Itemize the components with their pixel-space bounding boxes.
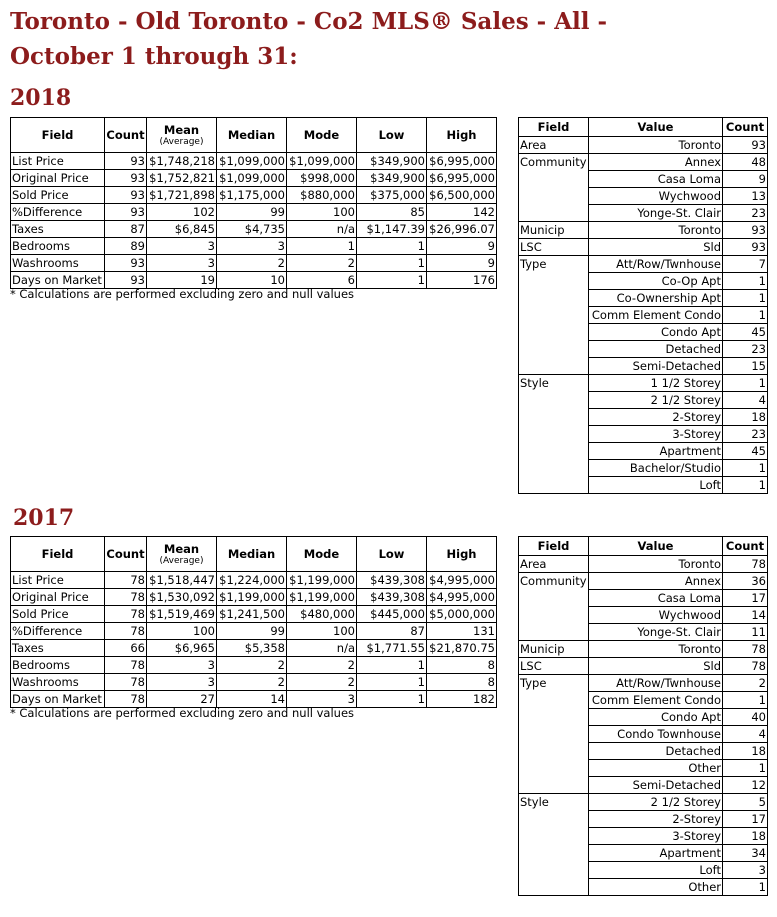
stats-cell-low: 1: [357, 691, 427, 708]
stats-cell-high: $6,995,000: [427, 170, 497, 187]
stats-cell-count: 93: [105, 170, 147, 187]
group-value: Co-Ownership Apt: [589, 290, 723, 307]
stats-cell-mean: $1,518,447: [147, 572, 217, 589]
col-header-mode-label: Mode: [303, 128, 340, 142]
stats-cell-mean: $1,530,092: [147, 589, 217, 606]
stats-cell-count: 78: [105, 691, 147, 708]
stats-cell-high: 176: [427, 272, 497, 289]
group-value: Comm Element Condo: [589, 307, 723, 324]
stats-cell-low: $439,308: [357, 572, 427, 589]
group-value: Wychwood: [589, 607, 723, 624]
group-value: Apartment: [589, 443, 723, 460]
stats-cell-field: Sold Price: [11, 187, 105, 204]
stats-row: [11, 589, 497, 606]
group-value: Sld: [589, 239, 723, 256]
group-count: 14: [723, 607, 768, 624]
col-header-mean-label: Mean: [163, 542, 200, 556]
stats-cell-low: $375,000: [357, 187, 427, 204]
stats-table-2017: [10, 536, 497, 708]
stats-row: [11, 272, 497, 289]
stats-cell-mode: $1,199,000: [287, 572, 357, 589]
col-header-low: [357, 537, 427, 572]
report-title-line2: October 1 through 31:: [10, 43, 298, 70]
stats-cell-median: $1,224,000: [217, 572, 287, 589]
stats-cell-low: 1: [357, 238, 427, 255]
col-header-mode: [287, 118, 357, 153]
col-header-mean: [147, 118, 217, 153]
col-header-mean-sub: (Average): [159, 556, 204, 566]
values-row: [519, 154, 768, 171]
col-header-high-label: High: [446, 128, 477, 142]
stats-cell-low: 1: [357, 657, 427, 674]
stats-row: [11, 170, 497, 187]
values-header-field: Field: [519, 537, 589, 556]
group-count: 1: [723, 460, 768, 477]
group-count: 1: [723, 290, 768, 307]
group-value: Condo Apt: [589, 324, 723, 341]
values-header-value: Value: [589, 118, 723, 137]
stats-row: [11, 606, 497, 623]
stats-cell-count: 78: [105, 657, 147, 674]
group-count: 1: [723, 879, 768, 896]
col-header-median: [217, 537, 287, 572]
group-field-label: Community: [519, 573, 589, 641]
stats-cell-field: Bedrooms: [11, 238, 105, 255]
stats-cell-count: 78: [105, 589, 147, 606]
group-value: Wychwood: [589, 188, 723, 205]
stats-cell-low: 1: [357, 272, 427, 289]
stats-cell-high: $6,995,000: [427, 153, 497, 170]
col-header-median-label: Median: [227, 128, 276, 142]
group-value: Apartment: [589, 845, 723, 862]
group-count: 18: [723, 409, 768, 426]
group-count: 1: [723, 273, 768, 290]
stats-cell-low: 87: [357, 623, 427, 640]
stats-row: [11, 674, 497, 691]
stats-cell-median: $1,241,500: [217, 606, 287, 623]
stats-cell-mode: $998,000: [287, 170, 357, 187]
stats-cell-high: $26,996.07: [427, 221, 497, 238]
stats-cell-count: 78: [105, 623, 147, 640]
group-field-label: Community: [519, 154, 589, 222]
group-count: 1: [723, 760, 768, 777]
stats-row: [11, 640, 497, 657]
stats-cell-high: $6,500,000: [427, 187, 497, 204]
stats-cell-mean: 27: [147, 691, 217, 708]
group-value: Toronto: [589, 641, 723, 658]
group-value: Annex: [589, 154, 723, 171]
group-value: Co-Op Apt: [589, 273, 723, 290]
group-count: 34: [723, 845, 768, 862]
stats-cell-median: $1,199,000: [217, 589, 287, 606]
stats-cell-mean: 3: [147, 238, 217, 255]
group-value: Toronto: [589, 222, 723, 239]
stats-cell-count: 93: [105, 153, 147, 170]
stats-cell-high: 8: [427, 657, 497, 674]
group-field-label: Municip: [519, 222, 589, 239]
col-header-low: [357, 118, 427, 153]
values-row: [519, 641, 768, 658]
group-value: Detached: [589, 743, 723, 760]
group-count: 3: [723, 862, 768, 879]
col-header-field: [11, 537, 105, 572]
stats-cell-mean: 102: [147, 204, 217, 221]
stats-cell-field: Days on Market: [11, 691, 105, 708]
stats-cell-field: Original Price: [11, 170, 105, 187]
group-value: Other: [589, 879, 723, 896]
stats-cell-low: $445,000: [357, 606, 427, 623]
stats-row: [11, 623, 497, 640]
group-count: 1: [723, 307, 768, 324]
group-count: 12: [723, 777, 768, 794]
group-count: 36: [723, 573, 768, 590]
stats-header-row: [11, 537, 497, 572]
stats-cell-mode: 2: [287, 674, 357, 691]
group-value: 1 1/2 Storey: [589, 375, 723, 392]
stats-cell-mode: 2: [287, 657, 357, 674]
values-row: [519, 675, 768, 692]
group-value: 3-Storey: [589, 426, 723, 443]
group-value: 2-Storey: [589, 811, 723, 828]
group-field-label: LSC: [519, 239, 589, 256]
stats-cell-low: 1: [357, 255, 427, 272]
group-value: 2-Storey: [589, 409, 723, 426]
col-header-count: [105, 537, 147, 572]
group-value: Toronto: [589, 556, 723, 573]
report-title: [10, 4, 607, 74]
year-heading-2018: 2018: [10, 85, 72, 111]
col-header-median-label: Median: [227, 547, 276, 561]
group-field-label: Style: [519, 375, 589, 494]
group-value: Loft: [589, 477, 723, 494]
stats-cell-mean: $6,845: [147, 221, 217, 238]
stats-row: [11, 153, 497, 170]
group-count: 78: [723, 658, 768, 675]
group-count: 1: [723, 692, 768, 709]
group-count: 23: [723, 341, 768, 358]
stats-cell-median: $4,735: [217, 221, 287, 238]
stats-cell-mode: n/a: [287, 221, 357, 238]
stats-cell-mode: 100: [287, 204, 357, 221]
col-header-field: [11, 118, 105, 153]
group-count: 78: [723, 556, 768, 573]
stats-cell-median: 2: [217, 657, 287, 674]
stats-cell-mean: $1,519,469: [147, 606, 217, 623]
stats-cell-count: 93: [105, 187, 147, 204]
stats-cell-field: Washrooms: [11, 255, 105, 272]
group-field-label: Area: [519, 137, 589, 154]
group-count: 9: [723, 171, 768, 188]
stats-cell-low: $1,147.39: [357, 221, 427, 238]
stats-cell-count: 78: [105, 606, 147, 623]
group-field-label: LSC: [519, 658, 589, 675]
field-value-table-2018: [518, 117, 768, 494]
group-value: Att/Row/Twnhouse: [589, 675, 723, 692]
group-count: 40: [723, 709, 768, 726]
group-value: Detached: [589, 341, 723, 358]
group-field-label: Type: [519, 675, 589, 794]
values-header-count: Count: [723, 537, 768, 556]
stats-cell-median: $1,099,000: [217, 153, 287, 170]
group-value: 2 1/2 Storey: [589, 392, 723, 409]
stats-cell-mode: $1,099,000: [287, 153, 357, 170]
col-header-mode-label: Mode: [303, 547, 340, 561]
group-count: 18: [723, 743, 768, 760]
col-header-mode: [287, 537, 357, 572]
stats-cell-mode: 1: [287, 238, 357, 255]
stats-cell-count: 87: [105, 221, 147, 238]
stats-cell-median: 99: [217, 204, 287, 221]
stats-cell-median: 2: [217, 255, 287, 272]
stats-cell-mean: 100: [147, 623, 217, 640]
group-field-label: Style: [519, 794, 589, 896]
stats-row: [11, 255, 497, 272]
group-value: Bachelor/Studio: [589, 460, 723, 477]
col-header-count-label: Count: [106, 128, 145, 142]
col-header-low-label: Low: [378, 547, 405, 561]
stats-row: [11, 657, 497, 674]
values-row: [519, 658, 768, 675]
stats-cell-low: 1: [357, 674, 427, 691]
group-count: 45: [723, 324, 768, 341]
stats-cell-high: $4,995,000: [427, 572, 497, 589]
stats-cell-count: 66: [105, 640, 147, 657]
col-header-count: [105, 118, 147, 153]
stats-row: [11, 691, 497, 708]
group-value: Condo Townhouse: [589, 726, 723, 743]
stats-cell-mode: $880,000: [287, 187, 357, 204]
stats-row: [11, 572, 497, 589]
stats-cell-mode: 3: [287, 691, 357, 708]
year-heading-2017: 2017: [13, 505, 75, 531]
group-value: Other: [589, 760, 723, 777]
group-count: 93: [723, 137, 768, 154]
values-row: [519, 556, 768, 573]
group-count: 1: [723, 477, 768, 494]
stats-cell-high: $5,000,000: [427, 606, 497, 623]
stats-cell-mean: $1,752,821: [147, 170, 217, 187]
stats-row: [11, 238, 497, 255]
stats-cell-field: Days on Market: [11, 272, 105, 289]
stats-cell-median: 99: [217, 623, 287, 640]
stats-cell-field: %Difference: [11, 204, 105, 221]
stats-cell-median: $1,175,000: [217, 187, 287, 204]
stats-cell-low: $439,308: [357, 589, 427, 606]
stats-cell-low: $349,900: [357, 170, 427, 187]
group-value: Yonge-St. Clair: [589, 624, 723, 641]
stats-cell-median: 10: [217, 272, 287, 289]
values-header-row: [519, 118, 768, 137]
stats-cell-count: 78: [105, 674, 147, 691]
values-row: [519, 256, 768, 273]
col-header-field-label: Field: [41, 128, 74, 142]
group-count: 11: [723, 624, 768, 641]
stats-cell-field: Washrooms: [11, 674, 105, 691]
stats-cell-field: List Price: [11, 572, 105, 589]
group-field-label: Municip: [519, 641, 589, 658]
group-value: 2 1/2 Storey: [589, 794, 723, 811]
group-value: Comm Element Condo: [589, 692, 723, 709]
stats-cell-high: $21,870.75: [427, 640, 497, 657]
group-count: 17: [723, 590, 768, 607]
values-header-value: Value: [589, 537, 723, 556]
group-field-label: Area: [519, 556, 589, 573]
group-value: Att/Row/Twnhouse: [589, 256, 723, 273]
values-header-field: Field: [519, 118, 589, 137]
stats-cell-mean: $6,965: [147, 640, 217, 657]
group-count: 23: [723, 426, 768, 443]
stats-table-2018: [10, 117, 497, 289]
stats-header-row: [11, 118, 497, 153]
group-count: 2: [723, 675, 768, 692]
stats-cell-mode: $1,199,000: [287, 589, 357, 606]
group-count: 1: [723, 375, 768, 392]
stats-cell-mode: $480,000: [287, 606, 357, 623]
calc-note-2017: * Calculations are performed excluding zero and null values: [10, 706, 355, 720]
group-count: 5: [723, 794, 768, 811]
values-header-row: [519, 537, 768, 556]
group-value: Casa Loma: [589, 171, 723, 188]
col-header-mean-label: Mean: [163, 123, 200, 137]
stats-cell-low: 85: [357, 204, 427, 221]
stats-cell-mean: $1,721,898: [147, 187, 217, 204]
group-count: 48: [723, 154, 768, 171]
stats-cell-high: 182: [427, 691, 497, 708]
stats-cell-field: Sold Price: [11, 606, 105, 623]
stats-cell-median: $1,099,000: [217, 170, 287, 187]
group-value: Yonge-St. Clair: [589, 205, 723, 222]
group-count: 45: [723, 443, 768, 460]
stats-cell-mean: 3: [147, 657, 217, 674]
values-row: [519, 137, 768, 154]
values-header-count: Count: [723, 118, 768, 137]
stats-cell-mode: 2: [287, 255, 357, 272]
group-count: 13: [723, 188, 768, 205]
stats-cell-field: Taxes: [11, 221, 105, 238]
values-row: [519, 375, 768, 392]
report-title-line1: Toronto - Old Toronto - Co2 MLS® Sales - All -: [10, 8, 608, 35]
stats-cell-high: $4,995,000: [427, 589, 497, 606]
stats-cell-count: 89: [105, 238, 147, 255]
col-header-count-label: Count: [106, 547, 145, 561]
stats-cell-field: %Difference: [11, 623, 105, 640]
group-count: 18: [723, 828, 768, 845]
group-count: 93: [723, 239, 768, 256]
stats-cell-field: Original Price: [11, 589, 105, 606]
stats-cell-mode: n/a: [287, 640, 357, 657]
stats-cell-mean: 19: [147, 272, 217, 289]
group-count: 4: [723, 726, 768, 743]
group-value: Toronto: [589, 137, 723, 154]
stats-cell-mode: 6: [287, 272, 357, 289]
stats-cell-mean: $1,748,218: [147, 153, 217, 170]
stats-cell-median: 3: [217, 238, 287, 255]
group-field-label: Type: [519, 256, 589, 375]
stats-cell-low: $349,900: [357, 153, 427, 170]
group-count: 7: [723, 256, 768, 273]
group-value: Casa Loma: [589, 590, 723, 607]
group-value: Semi-Detached: [589, 777, 723, 794]
stats-cell-count: 93: [105, 255, 147, 272]
stats-cell-low: $1,771.55: [357, 640, 427, 657]
stats-row: [11, 221, 497, 238]
stats-cell-high: 131: [427, 623, 497, 640]
group-value: Condo Apt: [589, 709, 723, 726]
group-count: 15: [723, 358, 768, 375]
stats-row: [11, 204, 497, 221]
stats-cell-mean: 3: [147, 674, 217, 691]
col-header-high: [427, 537, 497, 572]
stats-cell-field: Bedrooms: [11, 657, 105, 674]
values-row: [519, 794, 768, 811]
stats-row: [11, 187, 497, 204]
group-value: Loft: [589, 862, 723, 879]
stats-cell-count: 93: [105, 204, 147, 221]
stats-cell-median: 2: [217, 674, 287, 691]
values-row: [519, 239, 768, 256]
col-header-high-label: High: [446, 547, 477, 561]
stats-cell-mean: 3: [147, 255, 217, 272]
col-header-mean: [147, 537, 217, 572]
group-count: 4: [723, 392, 768, 409]
stats-cell-mode: 100: [287, 623, 357, 640]
field-value-table-2017: [518, 536, 768, 896]
stats-cell-high: 9: [427, 255, 497, 272]
stats-cell-median: 14: [217, 691, 287, 708]
col-header-median: [217, 118, 287, 153]
group-value: Annex: [589, 573, 723, 590]
group-count: 23: [723, 205, 768, 222]
stats-cell-count: 93: [105, 272, 147, 289]
group-value: Sld: [589, 658, 723, 675]
group-value: 3-Storey: [589, 828, 723, 845]
values-row: [519, 573, 768, 590]
stats-cell-high: 9: [427, 238, 497, 255]
col-header-high: [427, 118, 497, 153]
stats-cell-field: Taxes: [11, 640, 105, 657]
group-count: 17: [723, 811, 768, 828]
stats-cell-high: 8: [427, 674, 497, 691]
stats-cell-count: 78: [105, 572, 147, 589]
col-header-low-label: Low: [378, 128, 405, 142]
stats-cell-median: $5,358: [217, 640, 287, 657]
group-value: Semi-Detached: [589, 358, 723, 375]
col-header-field-label: Field: [41, 547, 74, 561]
values-row: [519, 222, 768, 239]
col-header-mean-sub: (Average): [159, 137, 204, 147]
stats-cell-high: 142: [427, 204, 497, 221]
group-count: 93: [723, 222, 768, 239]
stats-cell-field: List Price: [11, 153, 105, 170]
group-count: 78: [723, 641, 768, 658]
calc-note-2018: * Calculations are performed excluding zero and null values: [10, 287, 355, 301]
